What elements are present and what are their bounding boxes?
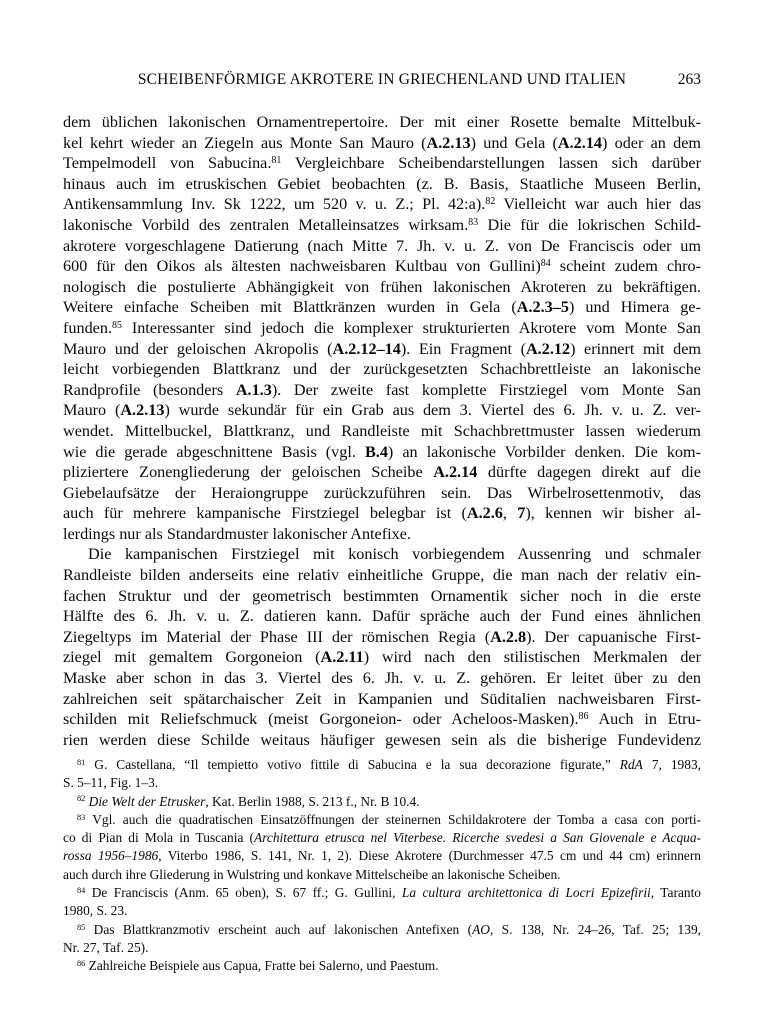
text-line — [63, 709, 701, 730]
text-run: Ziegeltyps im Material der Phase III der römischen Regia ( — [63, 627, 491, 646]
catalog-number: A.1.3 — [235, 380, 272, 399]
text-run: ) wird nach den stilistischen Merkmalen der — [363, 648, 701, 667]
text-line — [63, 586, 701, 607]
text-run: G. Castellana, “Il tempietto votivo fittile di Sabucina e la sua decorazione figurate,” — [85, 757, 620, 772]
cited-title: La cultura architettonica di Locri Epizefirii — [401, 885, 651, 901]
catalog-number: 7 — [517, 504, 526, 523]
text-line — [63, 256, 701, 277]
text-run: co di Pian di Mola in Tuscania ( — [63, 830, 255, 846]
text-run: Weitere einfache Scheiben mit Blattkränzen wurden in Gela ( — [63, 298, 517, 317]
text-run: 7, 1983, — [642, 757, 701, 772]
text-run: auch durch ihre Gliederung in Wulstring und konkave Mittelscheibe an lakonische Scheiben. — [63, 866, 561, 882]
text-run: Vgl. auch die quadratischen Einsatzöffnungen der steinernen Schildakrotere der Tomba a casa con porti- — [85, 811, 701, 827]
catalog-number: A.2.14 — [433, 463, 478, 482]
text-run: funden. — [63, 318, 112, 337]
text-line — [63, 297, 701, 318]
text-run: nologisch die postulierte Abhängigkeit von frühen lakonischen Akroteren zu bekräftigen. — [63, 277, 701, 296]
text-run: dürfte dagegen direkt auf die — [477, 463, 701, 482]
text-run: lerdings nur als Standardmuster lakonischer Antefixe. — [63, 524, 411, 543]
cited-title: rossa 1956–1986 — [63, 848, 159, 864]
text-line — [63, 829, 701, 847]
text-run: pliziertere Zonengliederung der geloischen Scheibe — [63, 463, 434, 482]
text-run: Das Blattkranzmotiv erscheint auch auf lakonischen Antefixen ( — [85, 921, 473, 937]
footnote-marker: 82 — [485, 196, 496, 208]
text-run: ) und Himera ge- — [568, 298, 701, 317]
text-line — [63, 236, 701, 257]
cited-title: RdA — [619, 757, 643, 772]
text-line — [63, 847, 701, 865]
footnote-86 — [63, 957, 701, 975]
page-title: SCHEIBENFÖRMIGE AKROTERE IN GRIECHENLAND UND ITALIEN — [137, 71, 627, 88]
footnote-marker: 84 — [540, 258, 551, 270]
text-run: zahlreichen seit spätarchaischer Zeit in Kampanien und Süditalien nachweisbaren First- — [63, 689, 701, 708]
text-run: Vielleicht war auch hier das — [495, 195, 701, 214]
text-run: , Kat. Berlin 1988, S. 213 f., Nr. B 10.4. — [205, 793, 420, 809]
text-run: Hälfte des 6. Jh. v. u. Z. datieren kann. Dafür spräche auch der Fund eines ähnlichen — [63, 607, 701, 626]
text-run: ) oder an dem — [602, 133, 701, 152]
text-run: , — [502, 504, 518, 523]
text-line — [63, 902, 701, 920]
text-line — [63, 730, 701, 751]
text-line — [63, 939, 701, 957]
catalog-number: A.2.11 — [320, 648, 364, 667]
text-run: De Franciscis (Anm. 65 oben), S. 67 ff.; G. Gullini, — [85, 885, 402, 901]
text-line — [63, 483, 701, 504]
text-line — [63, 380, 701, 401]
footnote-83 — [63, 811, 701, 884]
text-line — [63, 793, 701, 811]
text-run: Randprofile (besonders — [63, 380, 236, 399]
text-line — [63, 400, 701, 421]
text-run: Antikensammlung Inv. Sk 1222, um 520 v. u. Z.; Pl. 42:a). — [63, 195, 486, 214]
text-line — [63, 359, 701, 380]
footnote-marker: 82 — [77, 794, 86, 804]
text-run: , Viterbo 1986, S. 141, Nr. 1, 2). Diese Akrotere (Durchmesser 47.5 cm und 44 cm) erinnern — [158, 848, 701, 864]
text-run: Nr. 27, Taf. 25). — [63, 939, 149, 955]
text-line — [63, 668, 701, 689]
cited-title: AO — [472, 921, 490, 937]
catalog-number: A.2.13 — [426, 133, 471, 152]
text-line — [63, 544, 701, 565]
footnote-marker: 85 — [77, 922, 86, 932]
text-run: wie die gerade abgeschnittene Basis (vgl. — [63, 442, 365, 461]
catalog-number: B.4 — [364, 442, 388, 461]
text-line — [63, 462, 701, 483]
cited-title: Die Welt der Etrusker — [88, 793, 206, 809]
text-run: dem üblichen lakonischen Ornamentrepertoire. Der mit einer Rosette bemalte Mittelbuk- — [63, 113, 701, 131]
catalog-number: A.2.3–5 — [516, 298, 569, 317]
text-run: fachen Struktur und der geometrisch bestimmten Ornamentik sicher noch in die erste — [63, 586, 701, 605]
text-run: Mauro und der geloischen Akropolis ( — [63, 339, 333, 358]
text-line — [63, 811, 701, 829]
running-head — [63, 71, 701, 91]
catalog-number: A.2.13 — [120, 401, 165, 420]
text-run: kel kehrt wieder an Ziegeln aus Monte San Mauro ( — [63, 133, 427, 152]
catalog-number: A.2.14 — [557, 133, 602, 152]
text-run: Mauro ( — [63, 401, 121, 420]
text-run: S. 5–11, Fig. 1–3. — [63, 775, 159, 791]
page-number: 263 — [677, 71, 701, 88]
text-run: Vergleichbare Scheibendarstellungen lassen sich darüber — [281, 154, 701, 173]
text-run: auch für mehrere kampanische Firstziegel belegbar ist ( — [63, 504, 467, 523]
body-text — [63, 112, 701, 750]
text-run: schilden mit Reliefschmuck (meist Gorgoneion- oder Acheloos-Masken). — [63, 710, 579, 729]
text-run: ). Der zweite fast komplette Firstziegel vom Monte San — [271, 380, 702, 399]
footnote-marker: 81 — [77, 757, 86, 767]
text-run: , S. 138, Nr. 24–26, Taf. 25; 139, — [489, 921, 701, 937]
text-run: ) und Gela ( — [470, 133, 558, 152]
footnote-marker: 85 — [112, 319, 123, 331]
footnote-82 — [63, 793, 701, 811]
text-run: Randleiste bilden anderseits eine relativ einheitliche Gruppe, die man nach der relativ ein- — [63, 566, 701, 585]
text-line — [63, 921, 701, 939]
paragraph-1 — [63, 112, 701, 544]
text-line — [63, 215, 701, 236]
text-line — [63, 957, 701, 975]
text-line — [63, 318, 701, 339]
text-line — [63, 884, 701, 902]
text-line — [63, 174, 701, 195]
footnote-85 — [63, 921, 701, 958]
text-run: ) erinnert mit dem — [570, 339, 701, 358]
text-line — [63, 774, 701, 792]
text-line — [63, 277, 701, 298]
text-run: leicht vorbiegenden Blattkranz und der zurückgesetzten Schachbrettleiste an lakonische — [63, 360, 701, 379]
text-run: lakonische Vorbild des zentralen Metalleinsatzes wirksam. — [63, 215, 469, 234]
text-run: 600 für den Oikos als ältesten nachweisbaren Kultbau von Gullini) — [63, 257, 541, 276]
text-run: Die für die lokrischen Schild- — [478, 215, 701, 234]
text-line — [63, 606, 701, 627]
text-run: Giebelaufsätze der Heraiongruppe zurückzuführen sein. Das Wirbelrosettenmotiv, das — [63, 483, 701, 502]
text-run: ) an lakonische Vorbilder denken. Die kom- — [387, 442, 701, 461]
cited-title: Architettura etrusca nel Viterbese. Ricerche svedesi a San Giovenale e Acqua- — [254, 830, 701, 846]
footnote-marker: 83 — [77, 812, 86, 822]
text-run: scheint zudem chro- — [550, 257, 701, 276]
text-line — [63, 442, 701, 463]
text-line — [63, 194, 701, 215]
text-line — [63, 565, 701, 586]
text-run: 1980, S. 23. — [63, 903, 128, 919]
text-run: Die kampanischen Firstziegel mit konisch vorbiegendem Aussenring und schmaler — [88, 545, 701, 564]
text-run: , Taranto — [650, 885, 701, 901]
catalog-number: A.2.6 — [466, 504, 503, 523]
text-line — [63, 647, 701, 668]
text-line — [63, 524, 701, 545]
text-run: ziegel mit gemaltem Gorgoneion ( — [63, 648, 321, 667]
text-line — [63, 866, 701, 884]
paragraph-2 — [63, 544, 701, 750]
text-line — [63, 503, 701, 524]
text-run: ). Ein Fragment ( — [400, 339, 526, 358]
text-run: Maske aber schon in das 3. Viertel des 6. Jh. v. u. Z. gehören. Er leitet über zu den — [63, 669, 701, 688]
text-run: akrotere vorgeschlagene Datierung (nach Mitte 7. Jh. v. u. Z. von De Franciscis oder um — [63, 236, 701, 255]
footnote-marker: 86 — [578, 711, 589, 723]
text-line — [63, 689, 701, 710]
text-run: Tempelmodell von Sabucina. — [63, 154, 272, 173]
text-run: rien werden diese Schilde weitaus häufiger gewesen sein als die bisherige Fundevidenz — [63, 730, 701, 749]
text-line — [63, 339, 701, 360]
text-run: wendet. Mittelbuckel, Blattkranz, und Randleiste mit Schachbrettmuster lassen wiederum — [63, 421, 701, 440]
text-run: ) wurde sekundär für ein Grab aus dem 3. Viertel des 6. Jh. v. u. Z. ver- — [164, 401, 701, 420]
footnote-marker: 86 — [77, 959, 86, 969]
text-line — [63, 112, 701, 133]
text-line — [63, 421, 701, 442]
footnote-84 — [63, 884, 701, 921]
catalog-number: A.2.12 — [525, 339, 571, 358]
text-run: Zahlreiche Beispiele aus Capua, Fratte bei Salerno, und Paestum. — [85, 958, 439, 974]
footnote-81 — [63, 756, 701, 793]
catalog-number: A.2.12–14 — [332, 339, 401, 358]
footnote-marker: 84 — [77, 885, 86, 895]
footnote-marker: 83 — [468, 216, 479, 228]
footnotes — [63, 756, 701, 976]
text-run: hinaus auch im etruskischen Gebiet beobachten (z. B. Basis, Staatliche Museen Berlin, — [63, 174, 701, 193]
text-line — [63, 153, 701, 174]
text-line — [63, 756, 701, 774]
text-run: Interessanter sind jedoch die komplexer strukturierten Akrotere vom Monte San — [122, 318, 701, 337]
text-run: ). Der capuanische First- — [526, 627, 701, 646]
text-line — [63, 133, 701, 154]
text-run: Auch in Etru- — [588, 710, 701, 729]
footnote-marker: 81 — [271, 155, 282, 167]
text-line — [63, 627, 701, 648]
text-run: ), kennen wir bisher al- — [525, 504, 701, 523]
catalog-number: A.2.8 — [490, 627, 527, 646]
